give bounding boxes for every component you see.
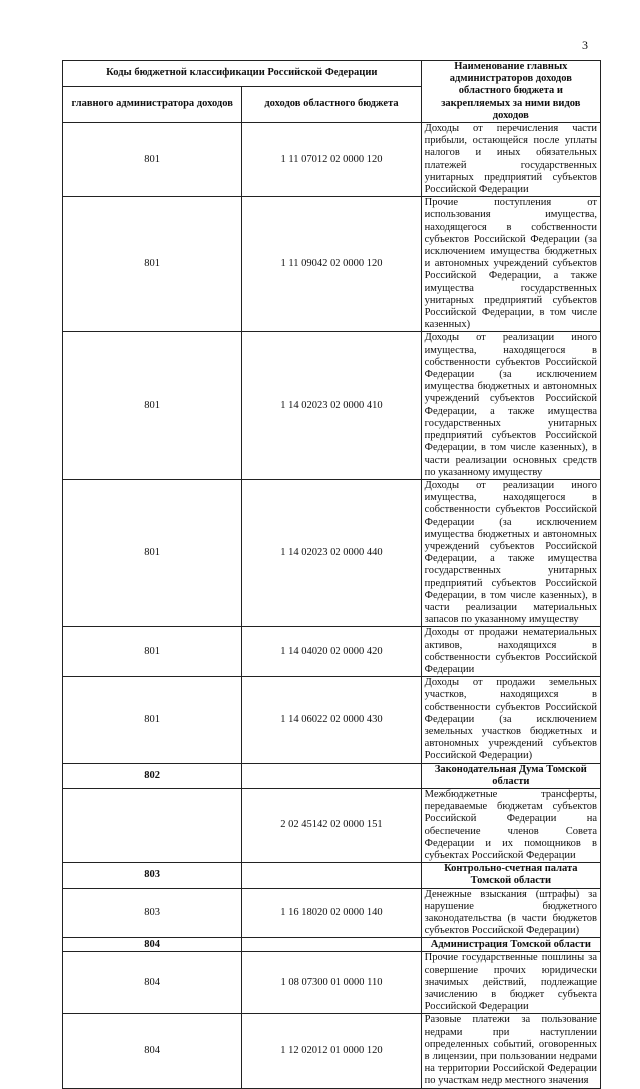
header-revenue-code: доходов областного бюджета	[242, 86, 421, 122]
revenue-description-cell: Доходы от реализации иного имущества, находящегося в собственности субъектов Российской Федерации (за исключением имущества бюджетных и автономных учреждений субъектов Российской Федерации, а также имущества государственных унитарных предприятий субъектов Российской Федерации, в том числе казенных), в части реализации материальных запасов по указанному имуществу	[421, 479, 600, 626]
header-chief-administrator: главного администратора доходов	[63, 86, 242, 122]
admin-code-cell: 803	[63, 863, 242, 888]
revenue-description-cell: Доходы от продажи земельных участков, находящихся в собственности субъектов Российской Федерации (за исключением земельных участков бюджетных и автономных учреждений субъектов Российской Федерации)	[421, 677, 600, 763]
admin-code-cell: 802	[63, 763, 242, 788]
administrator-name-cell: Контрольно-счетная палата Томской области	[421, 863, 600, 888]
admin-code-cell: 804	[63, 938, 242, 952]
header-administrator-names: Наименование главных администраторов доходов областного бюджета и закрепляемых за ними видов доходов	[421, 61, 600, 123]
admin-code-cell: 801	[63, 332, 242, 479]
admin-code-cell: 801	[63, 627, 242, 677]
administrator-group-row	[63, 763, 601, 788]
table-row	[63, 479, 601, 626]
header-classification-codes: Коды бюджетной классификации Российской Федерации	[63, 61, 422, 87]
table-row	[63, 197, 601, 332]
revenue-description-cell: Межбюджетные трансферты, передаваемые бюджетам субъектов Российской Федерации на обеспечение членов Совета Федерации и их помощников в субъектах Российской Федерации	[421, 788, 600, 862]
admin-code-cell: 801	[63, 677, 242, 763]
admin-code-cell: 804	[63, 1014, 242, 1088]
revenue-code-cell: 1 14 02023 02 0000 410	[242, 332, 421, 479]
table-row	[63, 677, 601, 763]
administrator-name-cell: Законодательная Дума Томской области	[421, 763, 600, 788]
table-row	[63, 888, 601, 938]
administrator-name-cell: Администрация Томской области	[421, 938, 600, 952]
revenue-code-cell: 1 12 02012 01 0000 120	[242, 1014, 421, 1088]
revenue-code-cell: 1 14 02023 02 0000 440	[242, 479, 421, 626]
revenue-description-cell: Разовые платежи за пользование недрами при наступлении определенных событий, оговоренных в лицензии, при пользовании недрами на территории Российской Федерации по участкам недр местного значения	[421, 1014, 600, 1088]
empty-code-cell	[242, 763, 421, 788]
table-row	[63, 123, 601, 197]
revenue-code-cell: 2 02 45142 02 0000 151	[242, 788, 421, 862]
revenue-code-cell: 1 16 18020 02 0000 140	[242, 888, 421, 938]
revenue-description-cell: Денежные взыскания (штрафы) за нарушение бюджетного законодательства (в части бюджетов субъектов Российской Федерации)	[421, 888, 600, 938]
admin-code-cell: 801	[63, 197, 242, 332]
admin-code-cell: 803	[63, 888, 242, 938]
table-row	[63, 627, 601, 677]
revenue-code-cell: 1 08 07300 01 0000 110	[242, 952, 421, 1014]
administrator-group-row	[63, 938, 601, 952]
admin-code-cell	[63, 788, 242, 862]
revenue-code-cell: 1 14 06022 02 0000 430	[242, 677, 421, 763]
admin-code-cell: 801	[63, 123, 242, 197]
table-row	[63, 788, 601, 862]
revenue-code-cell: 1 14 04020 02 0000 420	[242, 627, 421, 677]
revenue-description-cell: Доходы от продажи нематериальных активов, находящихся в собственности субъектов Российской Федерации	[421, 627, 600, 677]
empty-code-cell	[242, 863, 421, 888]
empty-code-cell	[242, 938, 421, 952]
administrator-group-row	[63, 863, 601, 888]
table-row	[63, 952, 601, 1014]
revenue-description-cell: Прочие поступления от использования имущества, находящегося в собственности субъектов Российской Федерации (за исключением имущества бюджетных и автономных учреждений субъектов Российской Федерации, а также имущества государственных унитарных предприятий субъектов Российской Федерации, в том числе казенных)	[421, 197, 600, 332]
revenue-code-cell: 1 11 09042 02 0000 120	[242, 197, 421, 332]
revenue-code-cell: 1 11 07012 02 0000 120	[242, 123, 421, 197]
revenue-description-cell: Доходы от перечисления части прибыли, остающейся после уплаты налогов и иных обязательных платежей государственных унитарных предприятий субъектов Российской Федерации	[421, 123, 600, 197]
admin-code-cell: 804	[63, 952, 242, 1014]
revenue-description-cell: Прочие государственные пошлины за совершение прочих юридически значимых действий, подлежащие зачислению в бюджет субъекта Российской Федерации	[421, 952, 600, 1014]
revenue-description-cell: Доходы от реализации иного имущества, находящегося в собственности субъектов Российской Федерации (за исключением имущества бюджетных и автономных учреждений субъектов Российской Федерации, а также имущества государственных унитарных предприятий субъектов Российской Федерации, в том числе казенных), в части реализации основных средств по указанному имуществу	[421, 332, 600, 479]
revenue-codes-table	[62, 60, 601, 1089]
table-row	[63, 332, 601, 479]
page-number: 3	[582, 38, 588, 52]
table-row	[63, 1014, 601, 1088]
admin-code-cell: 801	[63, 479, 242, 626]
